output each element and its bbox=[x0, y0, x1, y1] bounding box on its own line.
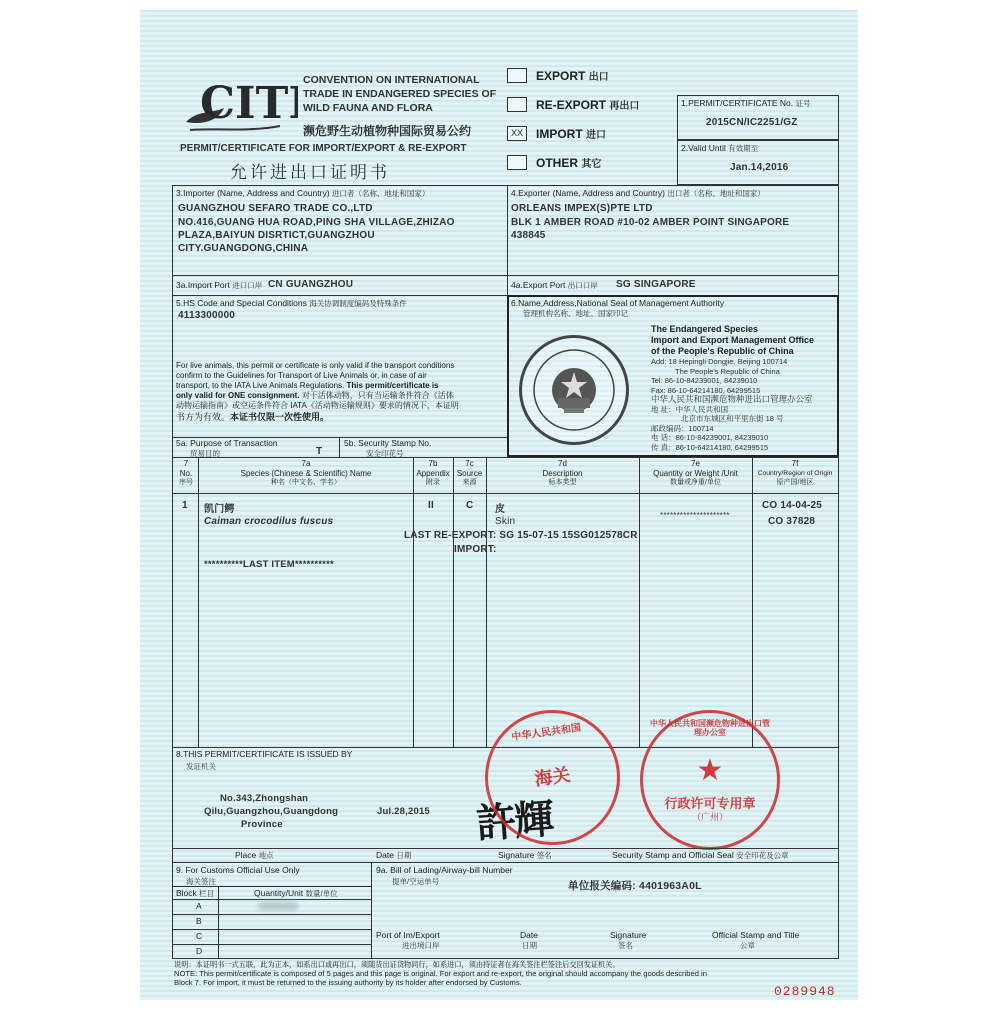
note-line-1: NOTE: This permit/certificate is composed of 5 pages and this page is original. For export and re-export, the original should accompany the goods described in bbox=[174, 969, 707, 978]
customs-date-label-cn: 日期 bbox=[522, 941, 537, 950]
block-9-row-c: C bbox=[196, 931, 203, 941]
block-6-label: 6.Name,Address,National Seal of Management Authority bbox=[511, 298, 725, 308]
block-8-label-cn: 发证机关 bbox=[186, 762, 216, 771]
serial-number: 0289948 bbox=[774, 984, 836, 999]
hs-code: 4113300000 bbox=[178, 310, 236, 321]
authority-contact: Add: 18 Hepingli Dongjie, Beijing 100714 The People's Republic of China Tel: 86-10-84239001, 84239010 Fax: 86-10-64214180, 64299515 中华人民共和国濒危物种进出口管理办公室 地 址：中华人民共和国 北京市东城区和平里东街 18 号 邮政编码：100714 电 话：86-10-84239001, 84239010 传 真：86-10-64214180, 64299515 bbox=[651, 357, 813, 452]
block-3-label: 3.Importer (Name, Address and Country) 进口者（名称、地址和国家） bbox=[176, 188, 430, 198]
cites-logo-icon bbox=[180, 70, 298, 140]
import-label: IMPORT 进口 bbox=[536, 127, 607, 141]
table-header-7b: 7b Appendix 附录 bbox=[416, 459, 450, 486]
export-port: SG SINGAPORE bbox=[616, 279, 696, 290]
exporter-name: ORLEANS IMPEX(S)PTE LTD bbox=[511, 203, 653, 214]
block-6-authority bbox=[507, 295, 839, 457]
authority-name: The Endangered Species Import and Export Management Office of the People's Republic of China bbox=[651, 324, 815, 356]
row-no: 1 bbox=[182, 500, 188, 511]
conditions-line-6: 书方为有效。本证书仅限一次性使用。 bbox=[176, 412, 330, 422]
import-port: CN GUANGZHOU bbox=[268, 279, 354, 290]
seal-star-icon: ★ bbox=[696, 754, 724, 787]
national-emblem-icon bbox=[522, 338, 626, 442]
last-item: **********LAST ITEM********** bbox=[204, 559, 334, 570]
permit-document bbox=[140, 10, 858, 1000]
block-9-label-cn: 海关签注 bbox=[186, 877, 216, 886]
place-label: Place 地点 bbox=[235, 850, 274, 860]
port-label-cn: 进出境口岸 bbox=[402, 941, 440, 950]
issue-date: Jul.28,2015 bbox=[377, 806, 430, 817]
importer-address-1: NO.416,GUANG HUA ROAD,PING SHA VILLAGE,ZHIZAO bbox=[178, 217, 455, 228]
customs-date-label: Date bbox=[520, 930, 538, 940]
port-label: Port of Im/Export bbox=[376, 930, 440, 940]
issue-place-3: Province bbox=[241, 819, 283, 830]
export-checkbox[interactable] bbox=[507, 68, 527, 83]
block-3a-label: 3a.Import Port 进口口岸 bbox=[176, 280, 263, 290]
conditions-line-4: only valid for ONE consignment. 对于活体动物，只有当运输条件符合《活体 bbox=[176, 391, 454, 400]
last-reexport: LAST RE-EXPORT: SG 15-07-15 15SG012578CR bbox=[404, 530, 638, 541]
table-header-7f: 7f Country/Region of Origin 原产国/地区 bbox=[757, 459, 833, 486]
block-9-row-a: A bbox=[196, 901, 202, 911]
import-checkbox[interactable]: XX bbox=[507, 126, 527, 141]
block-4-label: 4.Exporter (Name, Address and Country) 出口者（名称、地址和国家） bbox=[511, 188, 765, 198]
importer-address-3: CITY.GUANGDONG,CHINA bbox=[178, 243, 309, 254]
block-1-permit-number: 1.PERMIT/CERTIFICATE No. 证号 2015CN/IC2251/GZ bbox=[677, 95, 839, 140]
national-seal bbox=[519, 335, 629, 445]
origin-2: CO 37828 bbox=[768, 516, 816, 527]
customs-code: 单位报关编码: 4401963A0L bbox=[568, 880, 702, 892]
official-seal: 中华人民共和国濒危物种进出口管理办公室 ★ 行政许可专用章 （广州） bbox=[640, 710, 780, 850]
description-cn: 皮 bbox=[495, 504, 506, 515]
source: C bbox=[466, 500, 474, 511]
logo-text: CIT bbox=[200, 78, 289, 129]
species-cn: 凯门鳄 bbox=[204, 504, 235, 515]
block-8-label: 8.THIS PERMIT/CERTIFICATE IS ISSUED BY bbox=[176, 749, 353, 759]
official-stamp-label: Official Stamp and Title bbox=[712, 930, 800, 940]
exporter-address-1: BLK 1 AMBER ROAD #10-02 AMBER POINT SINGAPORE bbox=[511, 217, 790, 228]
table-header-7e: 7e Quantity or Weight /Unit 数量或净重/单位 bbox=[653, 459, 738, 486]
block-9a-label: 9a. Bill of Lading/Airway-bill Number bbox=[376, 865, 513, 875]
block-5-label: 5.HS Code and Special Conditions 海关协调制度编码及特殊条件 bbox=[176, 298, 407, 308]
convention-title: CONVENTION ON INTERNATIONAL TRADE IN ENDANGERED SPECIES OF WILD FAUNA AND FLORA bbox=[303, 74, 497, 114]
block-9-row-d: D bbox=[196, 946, 203, 956]
block-5a-label: 5a. Purpose of Transaction bbox=[176, 438, 278, 448]
block-9-row-b: B bbox=[196, 916, 202, 926]
block-column-label: Block 栏目 bbox=[176, 888, 215, 898]
signature: 許輝 bbox=[474, 795, 554, 848]
block-5b-label-cn: 安全印花号 bbox=[366, 449, 404, 458]
quantity-mark: ********************* bbox=[660, 511, 730, 520]
signature-label: Signature 签名 bbox=[498, 850, 552, 860]
conditions-line-5: 动物运输指南》或空运条件符合 IATA《活动物运输规则》要求的情况下，本证明 bbox=[176, 401, 459, 410]
origin-1: CO 14-04-25 bbox=[762, 500, 823, 511]
note-cn: 说明：本证明书一式五联，此为正本，如系出口或再出口，须随货出证货物同行，如系进口，须由持证者在海关签注栏签注后交回发证机关。 bbox=[174, 960, 620, 969]
block-9-label: 9. For Customs Official Use Only bbox=[176, 865, 300, 875]
block-9a-label-cn: 提单/空运单号 bbox=[392, 877, 440, 886]
export-label: EXPORT 出口 bbox=[536, 69, 609, 83]
valid-until-date: Jan.14,2016 bbox=[730, 162, 789, 173]
exporter-address-2: 438845 bbox=[511, 230, 546, 241]
appendix: II bbox=[428, 500, 434, 511]
convention-title-cn: 濒危野生动植物种国际贸易公约 bbox=[303, 124, 472, 138]
other-checkbox[interactable] bbox=[507, 155, 527, 170]
conditions-line-2: confirm to the Guidelines for Transport of Live Animals or, in case of air bbox=[176, 371, 427, 380]
reexport-checkbox[interactable] bbox=[507, 97, 527, 112]
block-6-label-cn: 管理机构名称、地址、国家印记 bbox=[523, 309, 628, 318]
purpose-of-transaction: T bbox=[316, 446, 323, 457]
conditions-line-1: For live animals, this permit or certificate is only valid if the transport conditions bbox=[176, 361, 455, 370]
permit-number: 2015CN/IC2251/GZ bbox=[706, 117, 798, 128]
customs-stamp: 中华人民共和国 海关 bbox=[476, 701, 628, 853]
block-4a-label: 4a.Export Port 出口口岸 bbox=[511, 280, 598, 290]
customs-sig-label-cn: 签名 bbox=[618, 941, 633, 950]
other-label: OTHER 其它 bbox=[536, 156, 602, 170]
customs-sig-label: Signature bbox=[610, 930, 647, 940]
reexport-label: RE-EXPORT 再出口 bbox=[536, 98, 640, 112]
blurred-quantity bbox=[258, 901, 298, 911]
description-en: Skin bbox=[495, 516, 516, 527]
official-stamp-label-cn: 公章 bbox=[740, 941, 755, 950]
conditions-line-3: transport, to the IATA Live Animals Regulations. This permit/certificate is bbox=[176, 381, 439, 390]
block-5b-label: 5b. Security Stamp No. bbox=[344, 438, 432, 448]
block-5a-label-cn: 贸易目的 bbox=[190, 449, 220, 458]
date-label: Date 日期 bbox=[376, 850, 412, 860]
importer-address-2: PLAZA,BAIYUN DISRTICT,GUANGZHOU bbox=[178, 230, 375, 241]
table-header-7d: 7d Description 标本类型 bbox=[542, 459, 583, 486]
issue-place-1: No.343,Zhongshan bbox=[220, 793, 309, 804]
note-line-2: Block 7. For import, it must be returned to the issuing authority by its holder after endorsed by Customs. bbox=[174, 978, 522, 987]
permit-title-cn: 允许进出口证明书 bbox=[230, 163, 390, 182]
cites-logo bbox=[180, 70, 298, 140]
table-header-7c: 7c Source 来源 bbox=[456, 459, 483, 486]
quantity-column-label: Quantity/Unit 数量/单位 bbox=[254, 888, 338, 898]
import-line: IMPORT: bbox=[454, 544, 497, 555]
issue-place-2: Qilu,Guangzhou,Guangdong bbox=[204, 806, 339, 817]
permit-title: PERMIT/CERTIFICATE FOR IMPORT/EXPORT & RE-EXPORT bbox=[180, 143, 467, 154]
importer-name: GUANGZHOU SEFARO TRADE CO.,LTD bbox=[178, 203, 373, 214]
stamp-label: Security Stamp and Official Seal 安全印花及公章 bbox=[612, 850, 789, 860]
block-2-valid-until: 2.Valid Until 有效期至 Jan.14,2016 bbox=[677, 140, 839, 185]
table-header-7a: 7a Species (Chinese & Scientific) Name 种名（中文名、学名） bbox=[240, 459, 372, 486]
species-scientific: Caiman crocodilus fuscus bbox=[204, 516, 334, 527]
table-header-7: 7 No. 序号 bbox=[179, 459, 193, 486]
